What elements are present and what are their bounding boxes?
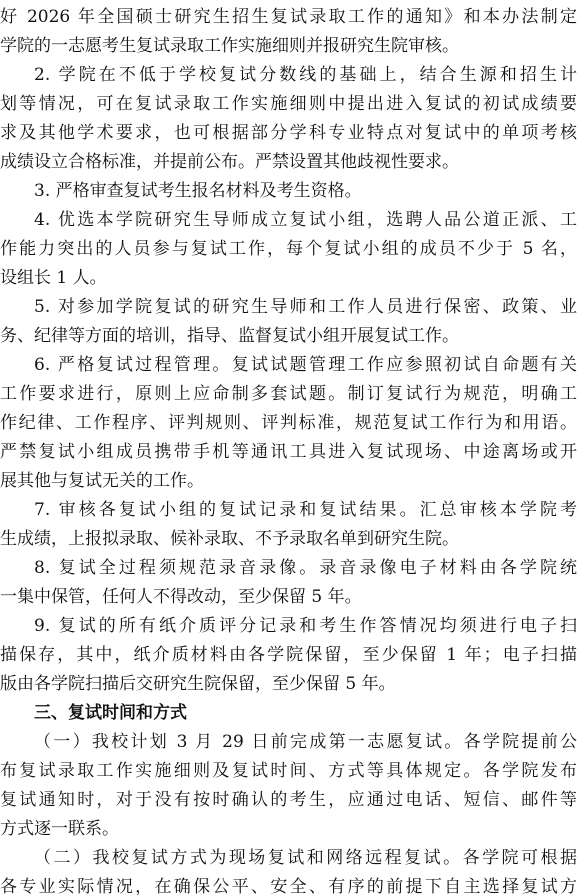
text-line: 布复试录取工作实施细则及复试时间、方式等具体规定。各学院发布 — [0, 761, 577, 781]
text-line: 学院的一志愿考生复试录取工作实施细则并报研究生院审核。 — [0, 36, 459, 56]
text-line: 7. 审核各复试小组的复试记录和复试结果。汇总审核本学院考 — [34, 500, 577, 520]
text-line: 工作要求进行，原则上应命制多套试题。制订复试行为规范，明确工 — [0, 384, 577, 404]
text-line: （二）我校复试方式为现场复试和网络远程复试。各学院可根据 — [34, 848, 577, 868]
text-line: 4. 优选本学院研究生导师成立复试小组，选聘人品公道正派、工 — [34, 210, 577, 230]
text-line: 版由各学院扫描后交研究生院保留，至少保留 5 年。 — [0, 674, 396, 694]
text-line: 严禁复试小组成员携带手机等通讯工具进入复试现场、中途离场或开 — [0, 442, 577, 462]
text-line: 描保存，其中，纸介质材料由各学院保留，至少保留 1 年；电子扫描 — [0, 645, 577, 665]
text-line: 生成绩，上报拟录取、候补录取、不予录取名单到研究生院。 — [0, 529, 459, 549]
text-line: 6. 严格复试过程管理。复试试题管理工作应参照初试自命题有关 — [34, 355, 577, 375]
section-heading: 三、复试时间和方式 — [34, 703, 187, 723]
text-line: 展其他与复试无关的工作。 — [0, 471, 204, 491]
text-line: 9. 复试的所有纸介质评分记录和考生作答情况均须进行电子扫 — [34, 616, 577, 636]
text-line: 2. 学院在不低于学校复试分数线的基础上，结合生源和招生计 — [34, 65, 577, 85]
text-line: 设组长 1 人。 — [0, 268, 107, 288]
text-line: 方式逐一联系。 — [0, 819, 119, 839]
text-line: 3. 严格审查复试考生报名材料及考生资格。 — [34, 181, 362, 201]
text-line: 好 2026 年全国硕士研究生招生复试录取工作的通知》和本办法制定 — [0, 7, 577, 27]
text-line: 成绩设立合格标准，并提前公布。严禁设置其他歧视性要求。 — [0, 152, 459, 172]
text-line: 5. 对参加学院复试的研究生导师和工作人员进行保密、政策、业 — [34, 297, 577, 317]
text-line: 一集中保管，任何人不得改动，至少保留 5 年。 — [0, 587, 362, 607]
text-line: （一）我校计划 3 月 29 日前完成第一志愿复试。各学院提前公 — [34, 732, 577, 752]
text-line: 作能力突出的人员参与复试工作，每个复试小组的成员不少于 5 名， — [0, 239, 577, 259]
text-line: 划等情况，可在复试录取工作实施细则中提出进入复试的初试成绩要 — [0, 94, 577, 114]
text-line: 各专业实际情况，在确保公平、安全、有序的前提下自主选择复试方 — [0, 877, 577, 895]
text-line: 复试通知时，对于没有按时确认的考生，应通过电话、短信、邮件等 — [0, 790, 577, 810]
text-line: 作纪律、工作程序、评判规则、评判标准，规范复试工作行为和用语。 — [0, 413, 577, 433]
text-line: 求及其他学术要求，也可根据部分学科专业特点对复试中的单项考核 — [0, 123, 577, 143]
text-line: 8. 复试全过程须规范录音录像。录音录像电子材料由各学院统 — [34, 558, 577, 578]
text-line: 务、纪律等方面的培训，指导、监督复试小组开展复试工作。 — [0, 326, 459, 346]
